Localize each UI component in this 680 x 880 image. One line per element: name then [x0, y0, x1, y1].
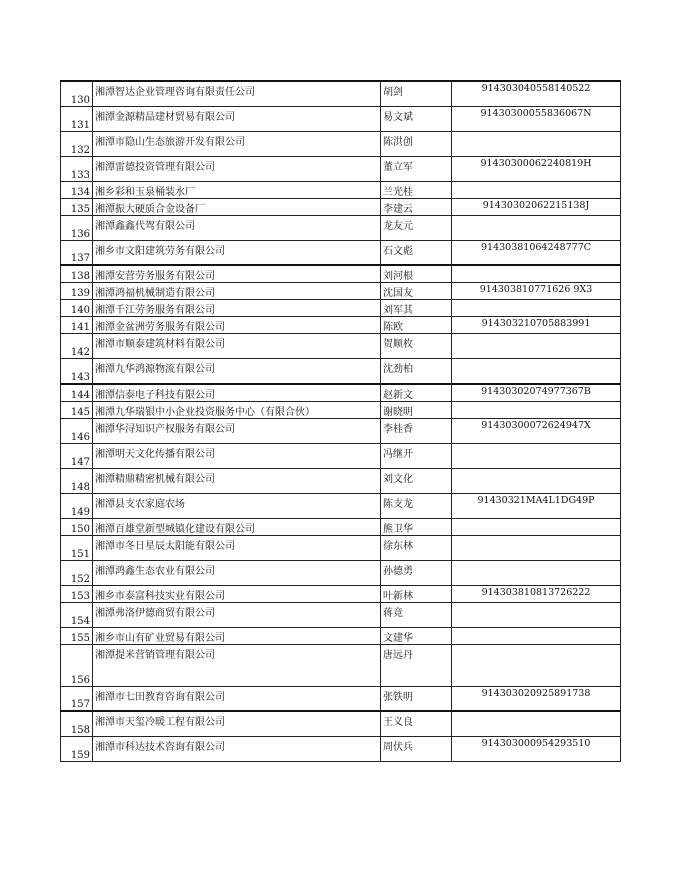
company-name: 湘潭鸿鑫生态农业有限公司 [93, 560, 381, 585]
company-name: 湘乡彩和玉泉桶装水厂 [93, 181, 381, 198]
row-number: 131 [61, 106, 93, 131]
row-number: 148 [61, 468, 93, 493]
table-row [61, 602, 621, 627]
row-number: 152 [61, 560, 93, 585]
row-number: 135 [61, 198, 93, 215]
row-number: 155 [61, 627, 93, 644]
credit-code: 91430300055836067N [452, 106, 621, 131]
row-number: 150 [61, 518, 93, 535]
row-number: 146 [61, 418, 93, 443]
credit-code [452, 602, 621, 627]
table-row [61, 686, 621, 711]
legal-representative: 赵新文 [381, 384, 452, 402]
legal-representative: 陈洪创 [381, 131, 452, 156]
credit-code [452, 443, 621, 468]
company-name: 湘潭金源精品建材贸易有限公司 [93, 106, 381, 131]
credit-code: 914303810813726222 [452, 585, 621, 602]
company-name: 湘潭华浔知识产权服务有限公司 [93, 418, 381, 443]
legal-representative: 胡剑 [381, 81, 452, 106]
table-row [61, 300, 621, 317]
legal-representative: 刘军其 [381, 300, 452, 317]
table-row [61, 535, 621, 560]
row-number: 139 [61, 283, 93, 300]
company-name: 湘潭提米营销管理有限公司 [93, 644, 381, 686]
table-row [61, 181, 621, 198]
company-name: 湘潭千江劳务服务有限公司 [93, 300, 381, 317]
row-number: 134 [61, 181, 93, 198]
credit-code [452, 181, 621, 198]
company-registry-table [60, 80, 621, 762]
company-name: 湘潭明天文化传播有限公司 [93, 443, 381, 468]
table-row [61, 198, 621, 215]
credit-code [452, 215, 621, 240]
credit-code [452, 334, 621, 359]
credit-code [452, 644, 621, 686]
legal-representative: 周伏兵 [381, 736, 452, 761]
credit-code: 914303210705883991 [452, 317, 621, 334]
credit-code: 914303810771626 9X3 [452, 283, 621, 300]
table-row [61, 334, 621, 359]
credit-code [452, 711, 621, 736]
credit-code [452, 401, 621, 418]
row-number: 157 [61, 686, 93, 711]
table-row [61, 359, 621, 384]
legal-representative: 冯继开 [381, 443, 452, 468]
company-name: 湘潭县支农家庭农场 [93, 493, 381, 518]
legal-representative: 刘河根 [381, 265, 452, 283]
credit-code [452, 359, 621, 384]
legal-representative: 文建华 [381, 627, 452, 644]
legal-representative: 李桂香 [381, 418, 452, 443]
table-row [61, 443, 621, 468]
legal-representative: 易文斌 [381, 106, 452, 131]
credit-code: 91430302062215138J [452, 198, 621, 215]
table-row [61, 644, 621, 686]
row-number: 133 [61, 156, 93, 181]
credit-code: 91430300062240819H [452, 156, 621, 181]
legal-representative: 叶新林 [381, 585, 452, 602]
legal-representative: 唐远丹 [381, 644, 452, 686]
table-row [61, 736, 621, 761]
company-name: 湘潭弗洛伊德商贸有限公司 [93, 602, 381, 627]
row-number: 130 [61, 81, 93, 106]
row-number: 145 [61, 401, 93, 418]
credit-code: 91430300072624947X [452, 418, 621, 443]
company-name: 湘潭振大硬质合金设备厂 [93, 198, 381, 215]
row-number: 138 [61, 265, 93, 283]
table-row [61, 265, 621, 283]
table-row [61, 401, 621, 418]
credit-code: 914303000954293510 [452, 736, 621, 761]
table-row [61, 106, 621, 131]
legal-representative: 熊卫华 [381, 518, 452, 535]
row-number: 142 [61, 334, 93, 359]
company-name: 湘潭百雄堂新型城镇化建设有限公司 [93, 518, 381, 535]
legal-representative: 张铁明 [381, 686, 452, 711]
legal-representative: 徐东林 [381, 535, 452, 560]
table-row [61, 711, 621, 736]
company-name: 湘潭信泰电子科技有限公司 [93, 384, 381, 402]
company-name: 湘潭市冬日星辰太阳能有限公司 [93, 535, 381, 560]
legal-representative: 沈劲柏 [381, 359, 452, 384]
row-number: 141 [61, 317, 93, 334]
company-name: 湘潭市隐山生态旅游开发有限公司 [93, 131, 381, 156]
table-row [61, 418, 621, 443]
table-row [61, 240, 621, 265]
table-row [61, 215, 621, 240]
row-number: 143 [61, 359, 93, 384]
credit-code: 914303020925891738 [452, 686, 621, 711]
table-row [61, 384, 621, 402]
table-row [61, 131, 621, 156]
row-number: 140 [61, 300, 93, 317]
legal-representative: 贺顺枚 [381, 334, 452, 359]
credit-code [452, 300, 621, 317]
company-name: 湘乡市泰富科技实业有限公司 [93, 585, 381, 602]
row-number: 137 [61, 240, 93, 265]
company-name: 湘潭鑫鑫代驾有限公司 [93, 215, 381, 240]
company-name: 湘潭智达企业管理咨询有限责任公司 [93, 81, 381, 106]
company-name: 湘潭鸿福机械制造有限公司 [93, 283, 381, 300]
row-number: 136 [61, 215, 93, 240]
legal-representative: 沈国友 [381, 283, 452, 300]
company-name: 湘潭市顺泰建筑材料有限公司 [93, 334, 381, 359]
company-name: 湘潭市七田教育咨询有限公司 [93, 686, 381, 711]
table-row [61, 81, 621, 106]
legal-representative: 王义良 [381, 711, 452, 736]
row-number: 159 [61, 736, 93, 761]
credit-code [452, 560, 621, 585]
company-name: 湘潭市科达技术咨询有限公司 [93, 736, 381, 761]
credit-code [452, 535, 621, 560]
table-row [61, 493, 621, 518]
legal-representative: 蒋竞 [381, 602, 452, 627]
legal-representative: 龙友元 [381, 215, 452, 240]
row-number: 154 [61, 602, 93, 627]
legal-representative: 谢晓明 [381, 401, 452, 418]
table-row [61, 585, 621, 602]
row-number: 151 [61, 535, 93, 560]
table-row [61, 156, 621, 181]
legal-representative: 董立军 [381, 156, 452, 181]
credit-code [452, 518, 621, 535]
company-name: 湘潭九华鸿源物流有限公司 [93, 359, 381, 384]
row-number: 144 [61, 384, 93, 402]
table-body [61, 81, 621, 761]
company-name: 湘乡市山有矿业贸易有限公司 [93, 627, 381, 644]
legal-representative: 陈欧 [381, 317, 452, 334]
row-number: 132 [61, 131, 93, 156]
company-name: 湘乡市文阳建筑劳务有限公司 [93, 240, 381, 265]
row-number: 156 [61, 644, 93, 686]
row-number: 147 [61, 443, 93, 468]
company-name: 湘潭金盆洲劳务服务有限公司 [93, 317, 381, 334]
table-row [61, 283, 621, 300]
table-row [61, 560, 621, 585]
credit-code: 914303040558140522 [452, 81, 621, 106]
company-name: 湘潭精鼎精密机械有限公司 [93, 468, 381, 493]
credit-code [452, 468, 621, 493]
credit-code [452, 627, 621, 644]
legal-representative: 刘文化 [381, 468, 452, 493]
company-name: 湘潭雷德投资管理有限公司 [93, 156, 381, 181]
credit-code: 91430302074977367B [452, 384, 621, 402]
credit-code: 91430321MA4L1DG49P [452, 493, 621, 518]
legal-representative: 李建云 [381, 198, 452, 215]
table-row [61, 317, 621, 334]
legal-representative: 陈支龙 [381, 493, 452, 518]
table-row [61, 627, 621, 644]
row-number: 153 [61, 585, 93, 602]
table-row [61, 518, 621, 535]
row-number: 149 [61, 493, 93, 518]
credit-code: 91430381064248777C [452, 240, 621, 265]
legal-representative: 石文彪 [381, 240, 452, 265]
company-name: 湘潭市天玺冷暖工程有限公司 [93, 711, 381, 736]
table-row [61, 468, 621, 493]
company-name: 湘潭九华瑞银中小企业投资服务中心（有限合伙） [93, 401, 381, 418]
row-number: 158 [61, 711, 93, 736]
legal-representative: 兰光桂 [381, 181, 452, 198]
company-name: 湘潭安营劳务服务有限公司 [93, 265, 381, 283]
legal-representative: 孙德勇 [381, 560, 452, 585]
credit-code [452, 265, 621, 283]
credit-code [452, 131, 621, 156]
